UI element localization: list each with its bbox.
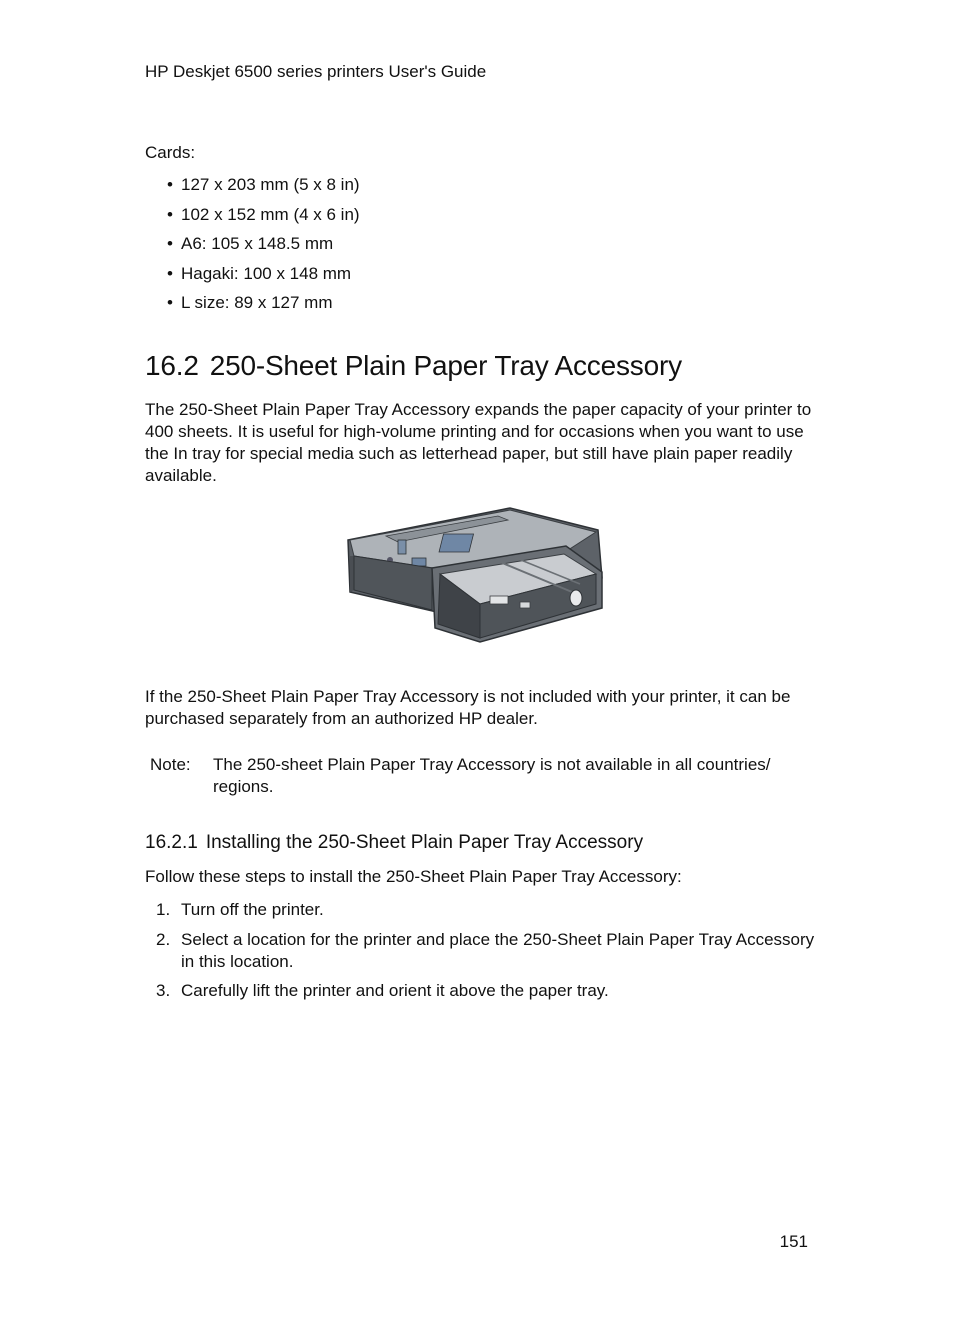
list-item [145, 980, 825, 1002]
list-item: • L size: 89 x 127 mm [167, 293, 333, 312]
list-item: • Hagaki: 100 x 148 mm [167, 263, 352, 283]
page-number: 151 [779, 1232, 808, 1251]
step-number: 2. [156, 929, 171, 949]
steps-lead: Follow these steps to install the 250-Sheet Plain Paper Tray Accessory: [145, 867, 682, 886]
subsection-number: 16.2.1 [145, 832, 198, 853]
cards-list [145, 174, 360, 322]
note-text: The 250-sheet Plain Paper Tray Accessory is not available in all countries/ regions. [213, 755, 771, 796]
bullet-icon: • [167, 293, 173, 312]
bullet-icon: • [167, 175, 173, 194]
paper-tray-illustration [340, 500, 610, 656]
step-text: Turn off the printer. [181, 900, 324, 919]
subsection-heading [145, 832, 643, 854]
bullet-icon: • [167, 234, 173, 253]
step-number: 1. [156, 900, 171, 919]
step-text: Select a location for the printer and place the 250-Sheet Plain Paper Tray Accessory in this location. [181, 929, 815, 971]
cards-label: Cards: [145, 143, 196, 162]
step-text: Carefully lift the printer and orient it above the paper tray. [181, 981, 609, 1000]
note-label: Note: [150, 755, 191, 774]
bullet-icon: • [167, 204, 173, 224]
list-item: • 127 x 203 mm (5 x 8 in) [167, 175, 360, 194]
step-number: 3. [156, 981, 171, 1000]
list-item [145, 899, 825, 921]
section-heading [145, 350, 682, 382]
list-item [145, 929, 825, 973]
availability-paragraph: If the 250-Sheet Plain Paper Tray Accessory is not included with your printer, it can be purchased separately from an authorized HP dealer. [145, 687, 791, 728]
install-steps-list [145, 899, 825, 1010]
list-item: • 102 x 152 mm (4 x 6 in) [167, 204, 360, 224]
subsection-title: Installing the 250-Sheet Plain Paper Tray Accessory [205, 832, 644, 853]
bullet-icon: • [167, 263, 173, 283]
section-intro: The 250-Sheet Plain Paper Tray Accessory expands the paper capacity of your printer to 400 sheets. It is useful for high-volume printing and for occasions when you want to use the In tray for special media such as letterhead paper, but still have plain paper readily available. [145, 400, 812, 485]
section-number: 16.2 [145, 350, 199, 381]
running-header: HP Deskjet 6500 series printers User's Guide [145, 62, 487, 81]
section-title: 250-Sheet Plain Paper Tray Accessory [209, 350, 682, 381]
list-item: • A6: 105 x 148.5 mm [167, 234, 334, 253]
